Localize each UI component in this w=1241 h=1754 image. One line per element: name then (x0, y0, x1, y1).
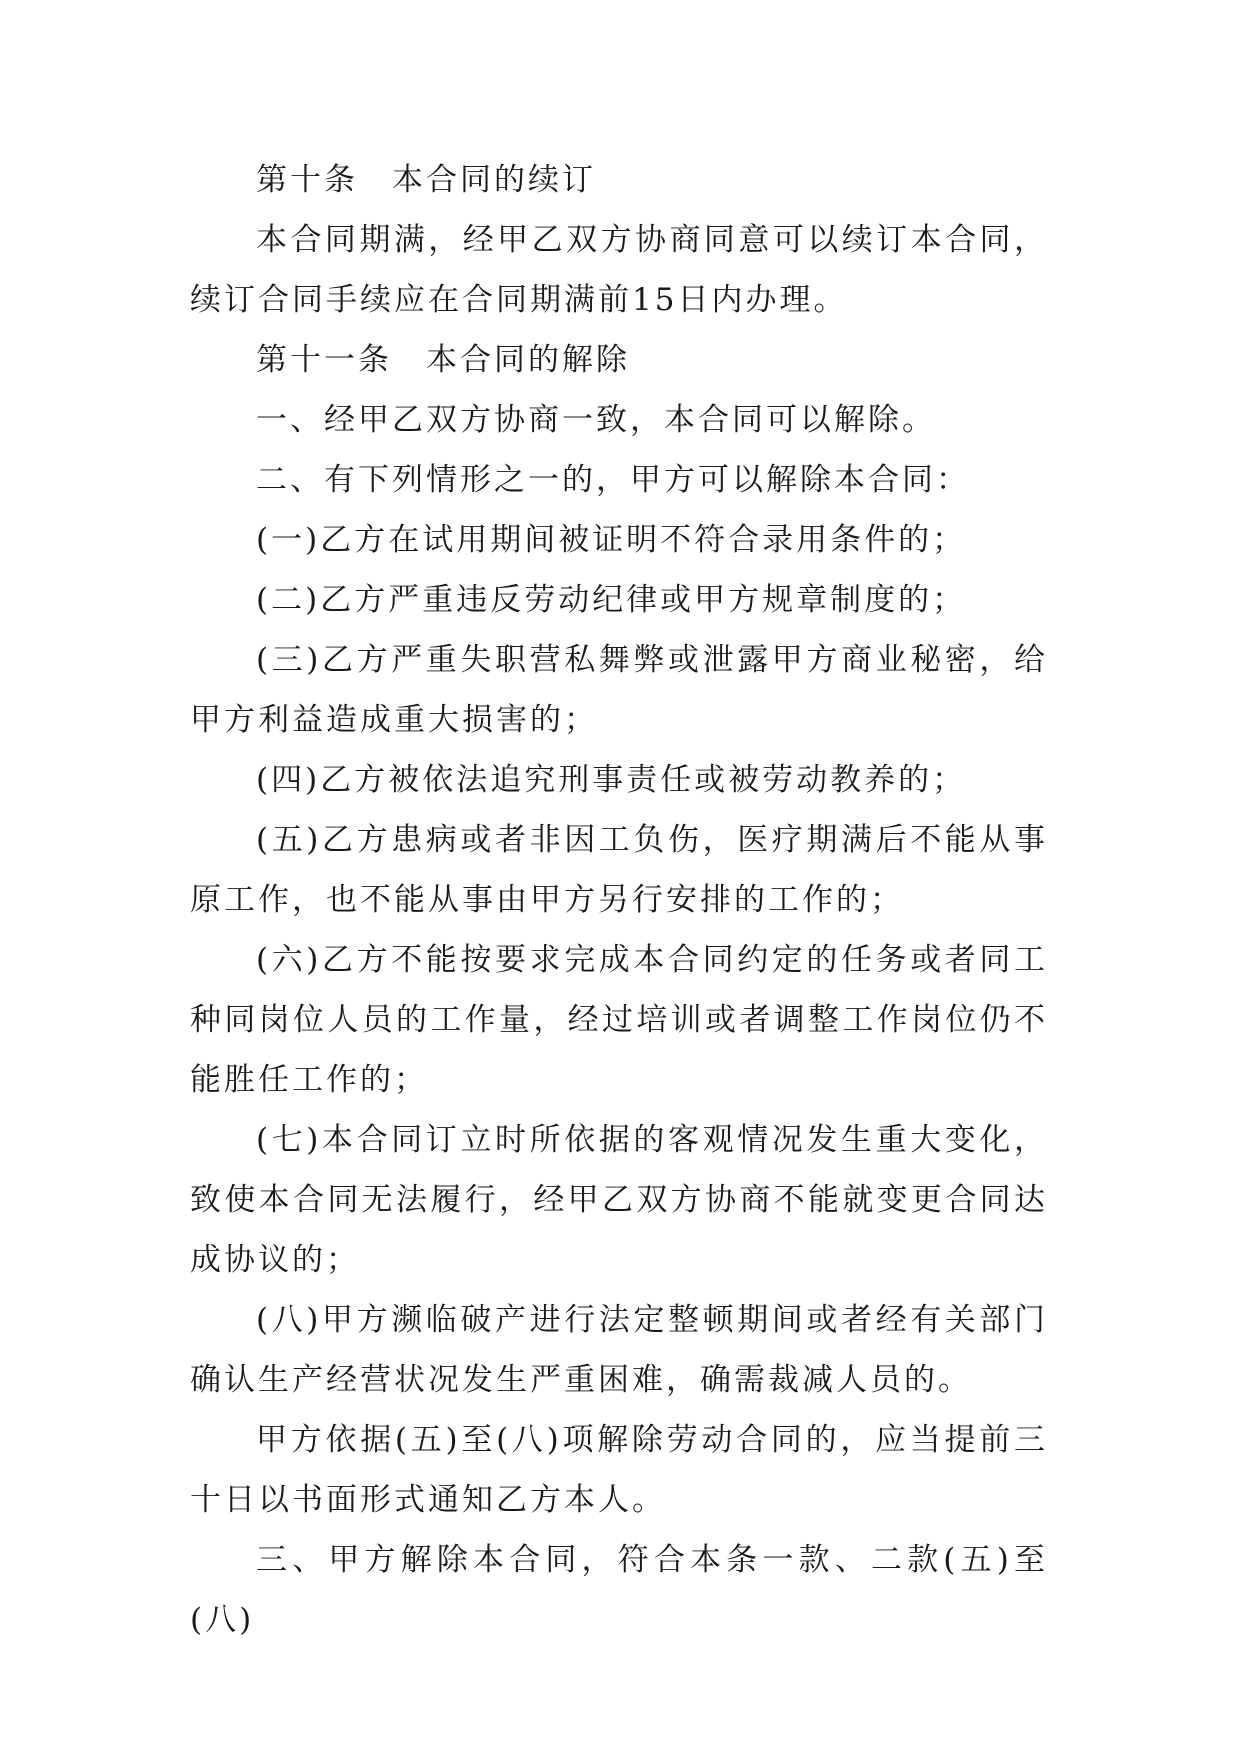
termination-item-7: (七)本合同订立时所依据的客观情况发生重大变化，致使本合同无法履行，经甲乙双方协商不能就变更合同达成协议的； (190, 1122, 1048, 1278)
contract-text-body (190, 150, 1048, 1650)
article-11-heading: 第十一条 本合同的解除 (256, 342, 630, 378)
termination-clause-1: 一、经甲乙双方协商一致，本合同可以解除。 (256, 402, 936, 438)
termination-clause-2: 二、有下列情形之一的，甲方可以解除本合同： (256, 462, 970, 498)
termination-item-6: (六)乙方不能按要求完成本合同约定的任务或者同工种同岗位人员的工作量，经过培训或者调整工作岗位仍不能胜任工作的； (190, 942, 1048, 1098)
termination-item-3: (三)乙方严重失职营私舞弊或泄露甲方商业秘密，给甲方利益造成重大损害的； (190, 642, 1048, 738)
article-10-heading: 第十条 本合同的续订 (256, 162, 596, 198)
termination-item-4: (四)乙方被依法追究刑事责任或被劳动教养的； (256, 762, 967, 798)
renewal-clause: 本合同期满，经甲乙双方协商同意可以续订本合同，续订合同手续应在合同期满前15日内办理。 (190, 222, 1048, 318)
termination-item-2: (二)乙方严重违反劳动纪律或甲方规章制度的； (256, 582, 967, 618)
termination-item-8: (八)甲方濒临破产进行法定整顿期间或者经有关部门确认生产经营状况发生严重困难，确需裁减人员的。 (190, 1302, 1048, 1398)
termination-item-1: (一)乙方在试用期间被证明不符合录用条件的； (256, 522, 967, 558)
notice-requirement: 甲方依据(五)至(八)项解除劳动合同的，应当提前三十日以书面形式通知乙方本人。 (190, 1422, 1048, 1518)
termination-item-5: (五)乙方患病或者非因工负伤，医疗期满后不能从事原工作，也不能从事由甲方另行安排的工作的； (190, 822, 1048, 918)
termination-clause-3: 三、甲方解除本合同，符合本条一款、二款(五)至(八) (190, 1542, 1048, 1638)
